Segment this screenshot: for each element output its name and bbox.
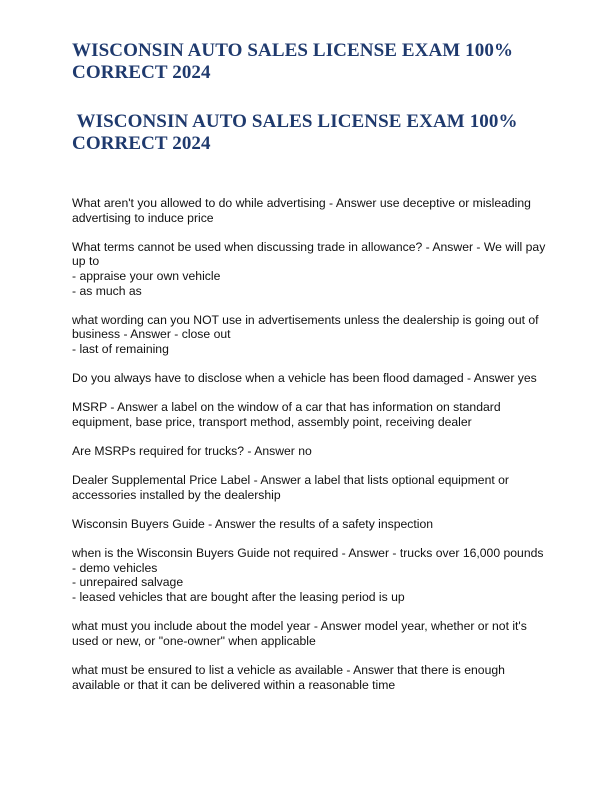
- qa-text-line: what must you include about the model year - Answer model year, whether or not it's: [72, 619, 527, 634]
- question-answer-list: [72, 196, 546, 707]
- qa-item: [72, 313, 542, 357]
- qa-item: [72, 444, 542, 459]
- qa-text-line: business - Answer - close out: [72, 327, 231, 342]
- title-line: CORRECT 2024: [72, 62, 211, 83]
- qa-text-line: - demo vehicles: [72, 560, 158, 575]
- qa-text-line: Are MSRPs required for trucks? - Answer no: [72, 444, 312, 459]
- qa-text-line: MSRP - Answer a label on the window of a car that has information on standard: [72, 400, 501, 415]
- qa-text-line: Dealer Supplemental Price Label - Answer a label that lists optional equipment or: [72, 473, 509, 488]
- subtitle-line: WISCONSIN AUTO SALES LICENSE EXAM 100%: [72, 111, 518, 132]
- qa-text-line: what wording can you NOT use in advertisements unless the dealership is going out of: [72, 312, 539, 327]
- qa-text-line: up to: [72, 254, 100, 269]
- qa-text-line: - last of remaining: [72, 341, 169, 356]
- qa-text-line: - unrepaired salvage: [72, 575, 184, 590]
- qa-text-line: - leased vehicles that are bought after the leasing period is up: [72, 590, 405, 605]
- document-subtitle: [72, 111, 542, 155]
- qa-item: [72, 663, 542, 692]
- qa-text-line: when is the Wisconsin Buyers Guide not required - Answer - trucks over 16,000 pounds: [72, 546, 544, 561]
- qa-text-line: Do you always have to disclose when a vehicle has been flood damaged - Answer yes: [72, 371, 537, 386]
- qa-text-line: Wisconsin Buyers Guide - Answer the results of a safety inspection: [72, 517, 434, 532]
- qa-text-line: available or that it can be delivered within a reasonable time: [72, 677, 396, 692]
- qa-text-line: used or new, or "one-owner" when applicable: [72, 633, 316, 648]
- qa-item: [72, 239, 546, 298]
- qa-item: [72, 196, 542, 225]
- document-title: [72, 40, 542, 84]
- qa-text-line: What terms cannot be used when discussing trade in allowance? - Answer - We will pay: [72, 239, 546, 254]
- qa-item: [72, 619, 542, 648]
- qa-item: [72, 546, 542, 604]
- subtitle-line: CORRECT 2024: [72, 133, 211, 154]
- qa-item: [72, 473, 542, 502]
- qa-text-line: accessories installed by the dealership: [72, 487, 281, 502]
- qa-text-line: - as much as: [72, 283, 142, 298]
- qa-text-line: what must be ensured to list a vehicle as available - Answer that there is enough: [72, 663, 505, 677]
- title-line: WISCONSIN AUTO SALES LICENSE EXAM 100%: [72, 40, 514, 61]
- qa-item: [72, 400, 542, 429]
- qa-text-line: - appraise your own vehicle: [72, 268, 221, 283]
- qa-text-line: equipment, base price, transport method, assembly point, receiving dealer: [72, 414, 472, 429]
- qa-item: [72, 517, 542, 532]
- qa-text-line: What aren't you allowed to do while advertising - Answer use deceptive or misleading: [72, 196, 531, 210]
- qa-item: [72, 371, 542, 386]
- qa-text-line: advertising to induce price: [72, 210, 214, 225]
